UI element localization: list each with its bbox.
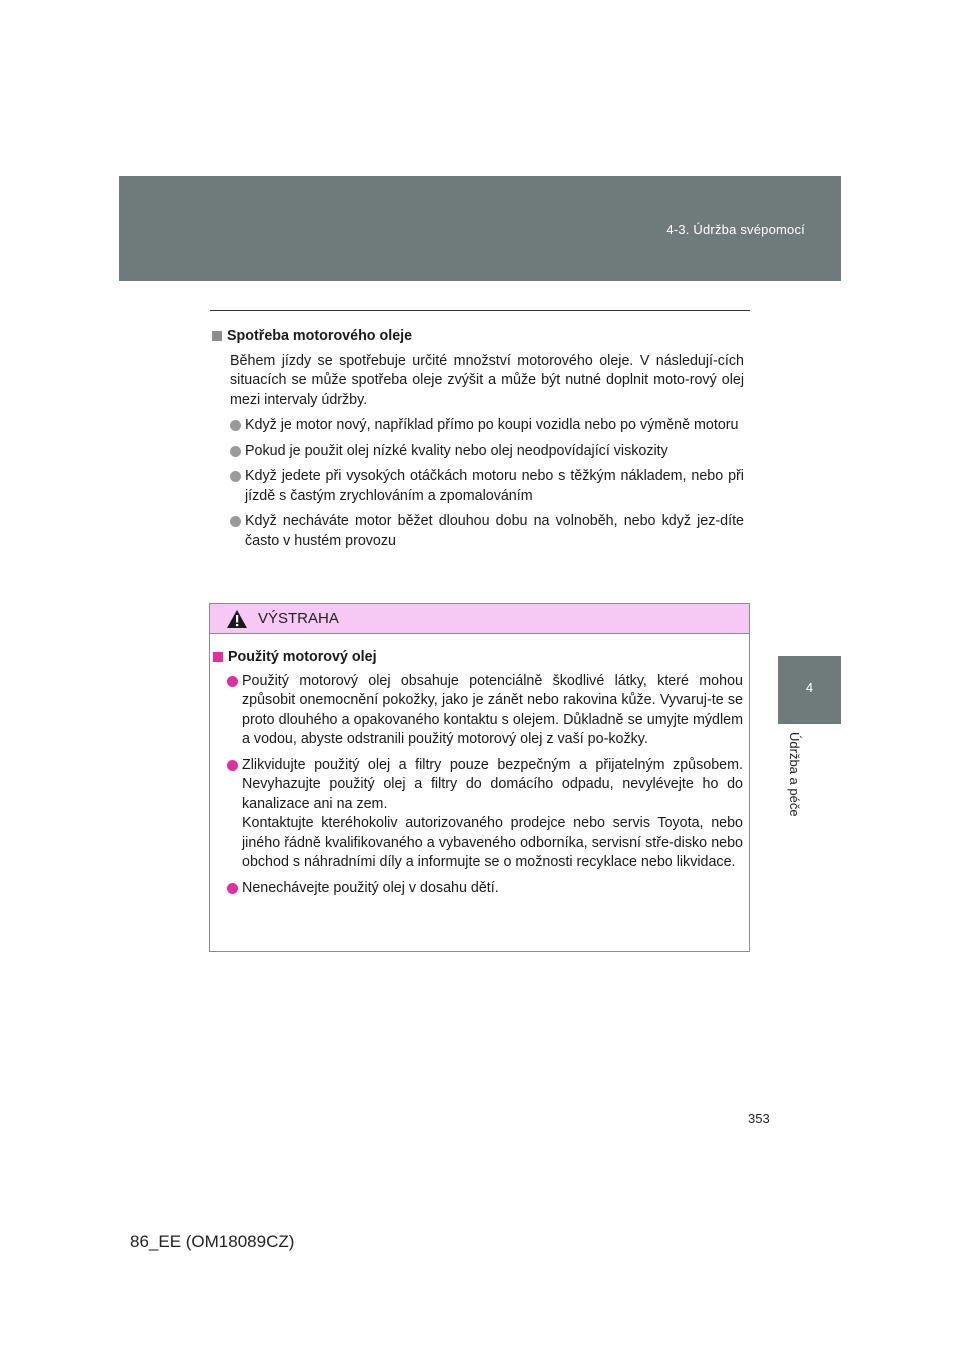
warning-item-text: Nenechávejte použitý olej v dosahu dětí.: [242, 879, 499, 896]
list-item: [230, 416, 744, 436]
warning-item-text-extra: Kontaktujte kteréhokoliv autorizovaného prodejce nebo servis Toyota, nebo jiného řádně kvalifikovaného a vybaveného odborníka, servisní stře-disko nebo obchod s náhradními díly a informujte se o možnosti recyklace nebo likvidace.: [242, 815, 743, 870]
warning-list-item: [227, 756, 743, 873]
circle-bullet-icon: [230, 471, 241, 482]
list-item: [230, 467, 744, 506]
chapter-tab: [778, 656, 841, 724]
warning-body: [213, 648, 743, 904]
intro-paragraph: Během jízdy se spotřebuje určité množství motorového oleje. V následují-cích situacích se může spotřeba oleje zvýšit a může být nutné doplnit moto-rový olej mezi intervaly údržby.: [230, 352, 744, 408]
header-band: [119, 176, 841, 281]
chapter-number: 4: [805, 680, 814, 695]
warning-triangle-icon: [226, 609, 248, 629]
circle-bullet-icon: [230, 420, 241, 431]
warning-heading: [213, 648, 743, 668]
square-bullet-icon: [212, 331, 222, 341]
warning-item-text: Zlikvidujte použitý olej a filtry pouze bezpečným a přijatelným způsobem. Nevyhazujte použitý olej a filtry do domácího odpadu, nevylévejte ho do kanalizace ani na zem.: [242, 756, 743, 812]
list-item: [230, 442, 744, 462]
warning-item-text: Použitý motorový olej obsahuje potenciálně škodlivé látky, které mohou způsobit onemocnění pokožky, jako je zánět nebo rakovina kůže. Vyvaruj-te se proto dlouhého a opakovaného kontaktu s olejem. Důkladně se umyjte mýdlem a vodou, abyste odstranili použitý motorový olej z vaší po-kožky.: [242, 672, 743, 747]
warning-header: [210, 604, 749, 634]
list-item-text: Pokud je použit olej nízké kvality nebo olej neodpovídající viskozity: [245, 442, 668, 459]
warning-title: VÝSTRAHA: [258, 610, 339, 627]
chapter-label-text: Údržba a péče: [787, 732, 802, 817]
top-divider: [210, 310, 750, 311]
section-title: 4-3. Údržba svépomocí: [666, 222, 805, 237]
list-item-text: Když jedete při vysokých otáčkách motoru nebo s těžkým nákladem, nebo při jízdě s častým zrychlováním a zpomalováním: [245, 468, 744, 504]
warning-heading-text: Použitý motorový olej: [228, 649, 377, 665]
circle-bullet-icon: [230, 516, 241, 527]
section-heading: [212, 327, 744, 347]
warning-list-item: [227, 879, 743, 899]
page-number: 353: [748, 1111, 770, 1126]
list-item-text: Když je motor nový, například přímo po koupi vozidla nebo po výměně motoru: [245, 417, 739, 433]
chapter-label: [788, 732, 806, 842]
list-item-text: Když necháváte motor běžet dlouhou dobu na volnoběh, nebo když jez-díte často v hustém provozu: [245, 513, 744, 549]
square-bullet-icon: [213, 652, 223, 662]
warning-box: [209, 603, 750, 952]
main-content: [212, 327, 744, 557]
section-heading-text: Spotřeba motorového oleje: [227, 328, 413, 344]
circle-bullet-icon: [230, 446, 241, 457]
circle-bullet-icon: [227, 760, 238, 771]
document-code: 86_EE (OM18089CZ): [130, 1232, 295, 1251]
circle-bullet-icon: [227, 676, 238, 687]
circle-bullet-icon: [227, 883, 238, 894]
warning-list-item: [227, 672, 743, 750]
list-item: [230, 512, 744, 551]
